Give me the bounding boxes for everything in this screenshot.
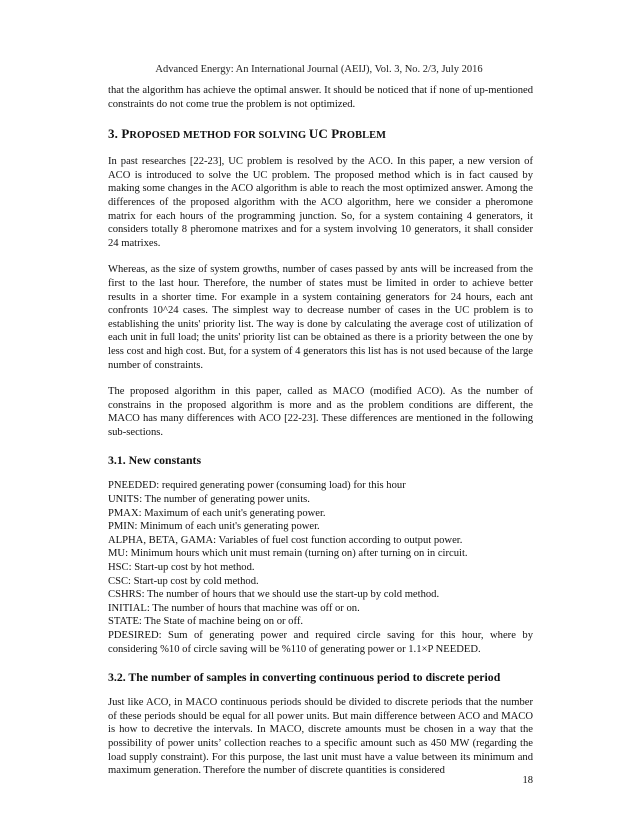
constant-state: STATE: The State of machine being on or off. xyxy=(108,616,303,628)
section-3-paragraph-2: Whereas, as the size of system growths, number of cases passed by ants will be increased from the first to the last hour. Therefore, the number of states must be limited in order to achieve better results in a shorter time. For example in a system containing generators for 24 hours, each ant confronts 10^24 cases. The simplest way to decrease number of cases in the UC problem is to establishing the units' priority list. The way is done by calculating the average cost of utilization of each unit in full load; the units' priority list can be obtained as there is a priority between the one by less cost and high cost. But, for a system of 4 generators this list has is not used because of the large number of constraints. xyxy=(108,264,533,371)
section-3-title-part-1: P xyxy=(121,126,130,142)
constant-units: UNITS: The number of generating power units. xyxy=(108,494,310,506)
constant-cshrs: CSHRS: The number of hours that we should use the start-up by cold method. xyxy=(108,589,440,601)
section-3-title-part-4: ROBLEM xyxy=(339,130,387,142)
constant-csc: CSC: Start-up cost by cold method. xyxy=(108,575,259,587)
section-3-2-heading: 3.2. The number of samples in converting continuous period to discrete period xyxy=(108,670,501,685)
section-3-number: 3. xyxy=(108,126,122,142)
body-column xyxy=(108,84,533,778)
constant-pmin: PMIN: Minimum of each unit's generating power. xyxy=(108,521,320,533)
constant-pmax: PMAX: Maximum of each unit's generating power. xyxy=(108,507,326,519)
constants-list xyxy=(108,479,533,656)
section-3-1-heading: 3.1. New constants xyxy=(108,453,202,468)
constant-mu: MU: Minimum hours which unit must remain (turning on) after turning on in circuit. xyxy=(108,548,468,560)
section-3-paragraph-1: In past researches [22-23], UC problem is resolved by the ACO. In this paper, a new version of ACO is introduced to solve the UC problem. The proposed method which is in fact caused by making some changes in the ACO algorithm is able to reach the most optimized answer. Among the differences of the proposed algorithm with the ACO algorithm, here we consider a pheromone matrix for each hours of the programming junction. So, for a system containing 4 generators, it considers totally 8 pheromone matrixes and for a system involving 10 generators, it shall consider 24 matrixes. xyxy=(108,156,533,249)
constant-pneeded: PNEEDED: required generating power (consuming load) for this hour xyxy=(108,480,406,492)
constant-hsc: HSC: Start-up cost by hot method. xyxy=(108,562,255,574)
section-3-heading xyxy=(108,126,533,144)
section-3-title-part-2: ROPOSED METHOD FOR SOLVING xyxy=(129,130,309,142)
intro-paragraph: that the algorithm has achieve the optimal answer. It should be noticed that if none of up-mentioned constraints do not come true the problem is not optimized. xyxy=(108,85,533,110)
section-3-paragraph-3: The proposed algorithm in this paper, called as MACO (modified ACO). As the number of constrains in the proposed algorithm is more and as the problem conditions are different, the MACO has many differences with ACO [22-23]. These differences are mentioned in the following sub-sections. xyxy=(108,386,533,438)
page-number: 18 xyxy=(522,775,533,786)
running-header: Advanced Energy: An International Journal (AEIJ), Vol. 3, No. 2/3, July 2016 xyxy=(155,64,483,75)
constant-alpha-beta-gama: ALPHA, BETA, GAMA: Variables of fuel cost function according to output power. xyxy=(108,534,463,546)
constant-initial: INITIAL: The number of hours that machine was off or on. xyxy=(108,602,360,614)
constant-pdesired: PDESIRED: Sum of generating power and required circle saving for this hour, where by considering %10 of circle saving will be %110 of generating power or 1.1×P NEEDED. xyxy=(108,630,533,655)
section-3-title-part-3: UC P xyxy=(308,126,340,142)
section-3-2-paragraph: Just like ACO, in MACO continuous periods should be divided to discrete periods that the number of these periods should be equal for all power units. But main difference between ACO and MACO is how to decretive the intervals. In MACO, discrete amounts must be chosen in a way that the possibility of power units’ collection reaches to a specific amount such as 450 MW (regarding the load supply constraint). For this purpose, the last unit must have a value between its minimum and maximum generation. Therefore the number of discrete quantities is considered xyxy=(108,697,533,777)
